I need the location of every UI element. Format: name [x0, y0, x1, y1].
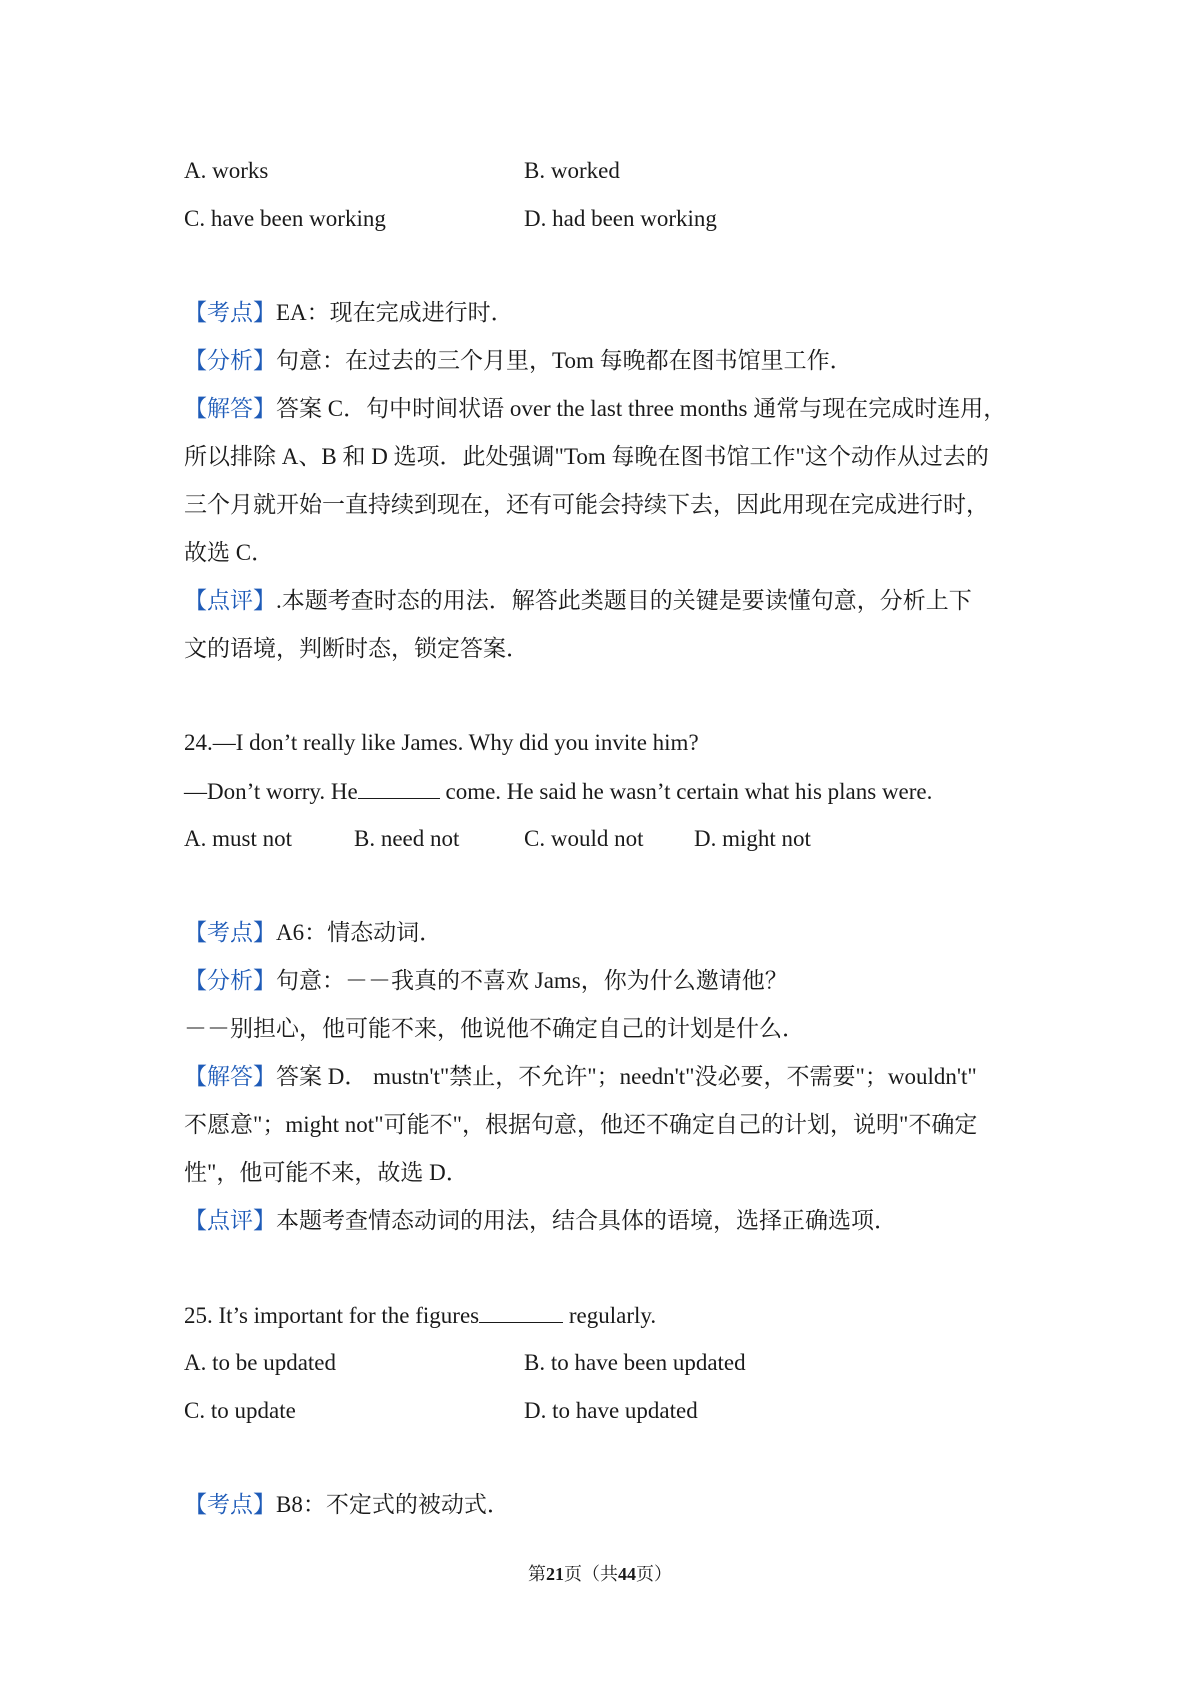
q24-option-d: D. might not [694, 826, 811, 851]
q24-option-c: C. would not [524, 826, 644, 851]
jieda-text: 答案 D． mustn't"禁止，不允许"；needn't"没必要，不需要"；wouldn't" [276, 1064, 977, 1089]
q24-kaodian [184, 918, 442, 948]
jieda-text: 答案 C．句中时间状语 over the last three months 通常与现在完成时连用， [276, 396, 1007, 421]
q23-jieda-line-4: 故选 C． [184, 540, 275, 565]
fenxi-tag: 【分析】 [184, 968, 276, 993]
q24-jieda-line-1 [184, 1062, 977, 1092]
q24-question-line-2 [184, 776, 932, 807]
q24-question-post: come. He said he wasn’t certain what his plans were. [439, 779, 933, 804]
jieda-tag: 【解答】 [184, 396, 276, 421]
q24-jieda-line-3: 性"，他可能不来，故选 D． [184, 1160, 469, 1185]
q25-option-d: D. to have updated [524, 1398, 698, 1423]
dianping-text: 本题考查情态动词的用法，结合具体的语境，选择正确选项． [276, 1208, 897, 1233]
q23-options-row-1 [184, 156, 620, 186]
q25-option-c: C. to update [184, 1398, 296, 1423]
dianping-text: .本题考查时态的用法．解答此类题目的关键是要读懂句意，分析上下 [276, 588, 972, 613]
footer-total-pages: 44 [618, 1564, 636, 1584]
footer-mid: 页（共 [564, 1564, 618, 1584]
q23-option-d: D. had been working [524, 206, 717, 231]
q25-options-row-1 [184, 1348, 746, 1378]
q25-option-a: A. to be updated [184, 1350, 337, 1375]
dianping-tag: 【点评】 [184, 588, 276, 613]
q23-option-a: A. works [184, 158, 269, 183]
q24-fenxi-line-1 [184, 966, 788, 996]
q24-question-pre: —Don’t worry. He [184, 779, 358, 804]
kaodian-text: B8：不定式的被动式． [276, 1492, 510, 1517]
q24-option-a: A. must not [184, 826, 292, 851]
q23-dianping-line-1 [184, 586, 972, 616]
kaodian-tag: 【考点】 [184, 920, 276, 945]
q25-options-row-2 [184, 1396, 698, 1426]
q23-fenxi [184, 346, 853, 376]
q23-option-c: C. have been working [184, 206, 386, 231]
kaodian-tag: 【考点】 [184, 1492, 276, 1517]
q24-options-row [184, 824, 811, 854]
q25-question-pre: 25. It’s important for the figures [184, 1303, 480, 1328]
fenxi-text: 句意：－－我真的不喜欢 Jams，你为什么邀请他？ [276, 968, 788, 993]
footer-pre: 第 [528, 1564, 546, 1584]
footer-post: 页） [636, 1564, 672, 1584]
q23-jieda-line-2: 所以排除 A、B 和 D 选项．此处强调"Tom 每晚在图书馆工作"这个动作从过去的 [184, 444, 989, 469]
q24-question-line-1: 24.—I don’t really like James. Why did you invite him? [184, 730, 699, 755]
q24-jieda-line-2: 不愿意"；might not"可能不"，根据句意，他还不确定自己的计划，说明"不确定 [184, 1112, 978, 1137]
q23-jieda-line-1 [184, 394, 1006, 424]
q23-options-row-2 [184, 204, 717, 234]
q25-question [184, 1300, 656, 1331]
page-footer [0, 1562, 1200, 1586]
q23-jieda-line-3: 三个月就开始一直持续到现在，还有可能会持续下去，因此用现在完成进行时， [184, 492, 989, 517]
q24-option-b: B. need not [354, 826, 460, 851]
answer-blank [479, 1300, 563, 1323]
fenxi-text: 句意：在过去的三个月里，Tom 每晚都在图书馆里工作． [276, 348, 853, 373]
footer-page-number: 21 [546, 1564, 564, 1584]
q25-kaodian [184, 1490, 510, 1520]
jieda-tag: 【解答】 [184, 1064, 276, 1089]
kaodian-tag: 【考点】 [184, 300, 276, 325]
fenxi-tag: 【分析】 [184, 348, 276, 373]
dianping-tag: 【点评】 [184, 1208, 276, 1233]
q23-kaodian [184, 298, 514, 328]
q24-dianping [184, 1206, 897, 1236]
kaodian-text: A6：情态动词． [276, 920, 443, 945]
q24-fenxi-line-2: －－别担心，他可能不来，他说他不确定自己的计划是什么． [184, 1016, 805, 1041]
q23-dianping-line-2: 文的语境，判断时态，锁定答案． [184, 636, 529, 661]
q25-question-post: regularly. [563, 1303, 657, 1328]
kaodian-text: EA：现在完成进行时． [276, 300, 514, 325]
q25-option-b: B. to have been updated [524, 1350, 746, 1375]
answer-blank [358, 776, 440, 799]
q23-option-b: B. worked [524, 158, 620, 183]
